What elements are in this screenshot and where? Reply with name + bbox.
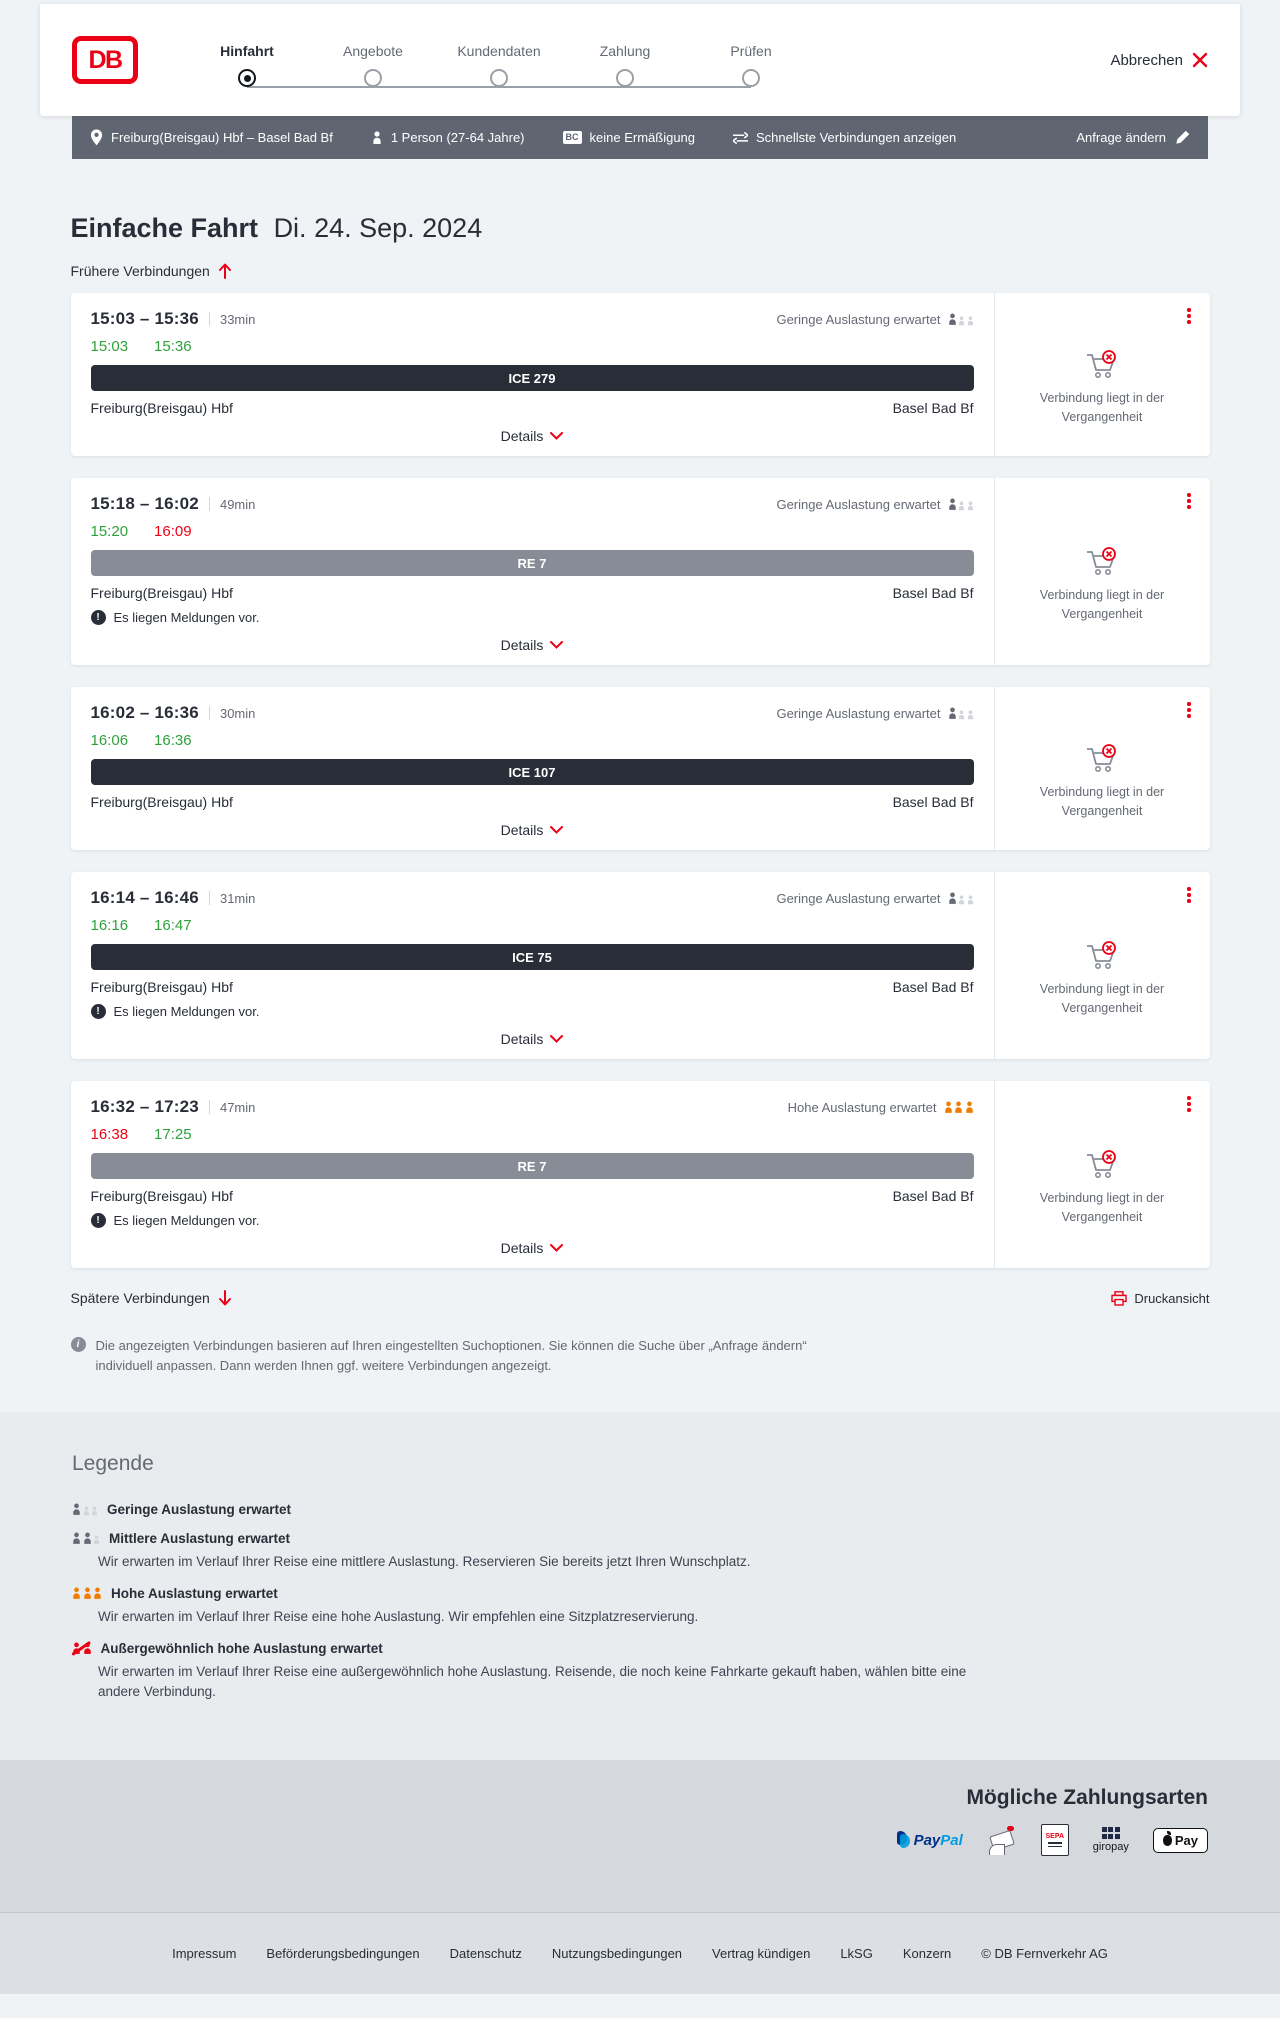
departure-station: Freiburg(Breisgau) Hbf: [90, 1188, 233, 1204]
past-connection-note: [995, 1149, 1210, 1225]
sliders-icon: [733, 132, 748, 144]
overflow-menu-button[interactable]: [1184, 699, 1194, 721]
occupancy: [776, 312, 973, 327]
messages-text: Es liegen Meldungen vor.: [113, 1004, 260, 1019]
occupancy-label: Geringe Auslastung erwartet: [776, 497, 941, 512]
step-label: Hinfahrt: [220, 43, 274, 59]
edit-request-button[interactable]: [1076, 130, 1190, 145]
print-view-label: Druckansicht: [1134, 1290, 1210, 1306]
connection-card-4: [71, 872, 1210, 1059]
actual-arrival: 16:09: [154, 523, 192, 540]
occupancy-high-icon: [944, 1101, 974, 1114]
details-label: Details: [500, 428, 544, 444]
edit-request-label: Anfrage ändern: [1076, 130, 1166, 145]
planned-times: 16:14 – 16:46: [90, 888, 199, 907]
chevron-down-icon: [550, 1244, 563, 1252]
cart-unavailable-icon: [1085, 743, 1119, 775]
paypal-logo: PayPal: [897, 1831, 963, 1849]
print-view-button[interactable]: [1111, 1291, 1209, 1306]
fastest-connections-toggle[interactable]: [733, 130, 956, 145]
trip-type-title: Einfache Fahrt: [70, 213, 259, 243]
details-toggle[interactable]: [501, 428, 564, 444]
actual-departure: 15:03: [90, 338, 129, 355]
search-info-text: Die angezeigten Verbindungen basieren auf Ihren eingestellten Suchoptionen. Sie können die Suche über „Anfrage ändern“ individuell anpassen. Dann werden Ihnen ggf. weitere Verbindungen angezeigt.: [95, 1338, 807, 1373]
occupancy-label: Hohe Auslastung erwartet: [787, 1100, 937, 1115]
earlier-connections-link[interactable]: [71, 263, 232, 279]
divider: [209, 706, 210, 720]
past-note-text: Verbindung liegt in der Vergangenheit: [1039, 391, 1165, 424]
legend-section: [0, 1412, 1280, 1760]
details-label: Details: [500, 1031, 544, 1047]
arrival-station: Basel Bad Bf: [892, 1188, 974, 1204]
legend-item-exceptional: [72, 1641, 1208, 1702]
train-number: ICE 75: [512, 949, 552, 965]
chevron-down-icon: [550, 1035, 563, 1043]
departure-station: Freiburg(Breisgau) Hbf: [90, 979, 233, 995]
departure-station: Freiburg(Breisgau) Hbf: [90, 585, 233, 601]
cancel-button[interactable]: [1110, 52, 1208, 69]
occupancy: [788, 1100, 974, 1115]
passenger-text: 1 Person (27-64 Jahre): [390, 130, 525, 145]
discount-text: keine Ermäßigung: [589, 130, 696, 145]
departure-station: Freiburg(Breisgau) Hbf: [90, 400, 233, 416]
warning-icon: !: [91, 1004, 106, 1019]
apple-icon: [1163, 1835, 1172, 1846]
footer-link-nutzungsbedingungen[interactable]: Nutzungsbedingungen: [551, 1946, 683, 1961]
warning-icon: !: [91, 1213, 106, 1228]
person-icon: [371, 131, 383, 145]
train-segment-bar: [91, 944, 974, 970]
printer-icon: [1111, 1291, 1127, 1306]
booking-side-panel: [994, 687, 1210, 850]
info-icon: i: [71, 1337, 86, 1352]
divider: [209, 497, 210, 511]
occupancy-label: Geringe Auslastung erwartet: [776, 891, 941, 906]
divider: [209, 1100, 210, 1114]
later-connections-label: Spätere Verbindungen: [70, 1290, 210, 1306]
bahncard-icon: BC: [563, 131, 582, 144]
checkout-steps: [184, 33, 814, 87]
later-connections-link[interactable]: [71, 1290, 232, 1306]
passenger-summary: [371, 130, 525, 145]
divider: [209, 312, 210, 326]
query-summary-bar: [72, 116, 1208, 159]
connection-card-1: [71, 293, 1210, 456]
occupancy-exceptional-icon: [72, 1642, 92, 1655]
location-pin-icon: [90, 129, 103, 146]
connection-card-5: [71, 1081, 1210, 1268]
actual-departure: 16:16: [90, 917, 129, 934]
arrow-up-icon: [218, 263, 232, 279]
page-title: [71, 211, 1210, 245]
giropay-icon: [1102, 1827, 1120, 1839]
messages-row: [91, 1004, 974, 1019]
actual-arrival: 16:47: [154, 917, 192, 934]
connection-card-2: [71, 478, 1210, 665]
duration: 49min: [219, 497, 256, 512]
connection-card-3: [71, 687, 1210, 850]
warning-icon: !: [91, 610, 106, 625]
messages-text: Es liegen Meldungen vor.: [113, 1213, 260, 1228]
booking-side-panel: [994, 872, 1210, 1059]
occupancy-label: Geringe Auslastung erwartet: [776, 312, 941, 327]
departure-station: Freiburg(Breisgau) Hbf: [90, 794, 233, 810]
footer-link-konzern[interactable]: Konzern: [902, 1946, 952, 1961]
arrival-station: Basel Bad Bf: [892, 979, 974, 995]
step-label: Prüfen: [730, 43, 772, 59]
discount-summary: [563, 130, 696, 145]
details-toggle[interactable]: [501, 1240, 564, 1256]
db-logo-text: DB: [88, 45, 122, 74]
step-label: Angebote: [343, 43, 403, 59]
past-connection-note: [995, 546, 1210, 622]
legend-item-low: [72, 1502, 1208, 1517]
planned-times: 16:02 – 16:36: [90, 703, 199, 722]
cart-unavailable-icon: [1085, 349, 1119, 381]
train-number: ICE 107: [508, 764, 556, 780]
giropay-logo: giropay: [1093, 1827, 1129, 1853]
legend-item-label: Hohe Auslastung erwartet: [111, 1586, 278, 1601]
legend-item-label: Geringe Auslastung erwartet: [107, 1502, 292, 1517]
footer-link-vertrag-kuendigen[interactable]: Vertrag kündigen: [712, 1946, 811, 1961]
occupancy-low-icon: [948, 313, 974, 326]
occupancy-low-icon: [948, 707, 974, 720]
train-segment-bar: [91, 550, 974, 576]
search-info-note: [71, 1336, 831, 1376]
legend-item-desc: Wir erwarten im Verlauf Ihrer Reise eine hohe Auslastung. Wir empfehlen eine Sitzplatzreservierung.: [98, 1609, 699, 1624]
earlier-connections-label: Frühere Verbindungen: [70, 263, 210, 279]
train-segment-bar: [91, 1153, 974, 1179]
step-dot: [616, 69, 634, 87]
past-note-text: Verbindung liegt in der Vergangenheit: [1039, 982, 1165, 1015]
arrival-station: Basel Bad Bf: [892, 400, 974, 416]
details-label: Details: [500, 637, 544, 653]
details-toggle[interactable]: [501, 1031, 564, 1047]
chevron-down-icon: [550, 826, 563, 834]
legend-item-desc: Wir erwarten im Verlauf Ihrer Reise eine mittlere Auslastung. Reservieren Sie bereits jetzt Ihren Wunschplatz.: [98, 1554, 751, 1569]
past-note-text: Verbindung liegt in der Vergangenheit: [1039, 1191, 1165, 1224]
chevron-down-icon: [550, 432, 563, 440]
occupancy-low-icon: [72, 1503, 98, 1516]
actual-arrival: 17:25: [154, 1126, 192, 1143]
train-number: RE 7: [517, 1158, 547, 1174]
legend-item-medium: [72, 1531, 1208, 1572]
step-label: Kundendaten: [457, 43, 541, 59]
close-icon: [1192, 52, 1208, 68]
train-segment-bar: [91, 759, 974, 785]
pencil-icon: [1175, 130, 1190, 145]
payments-section: [0, 1760, 1280, 1912]
step-kundendaten[interactable]: [436, 43, 562, 87]
payment-methods-row: [72, 1824, 1208, 1856]
occupancy: [776, 891, 973, 906]
past-note-text: Verbindung liegt in der Vergangenheit: [1039, 785, 1165, 818]
details-label: Details: [500, 1240, 544, 1256]
booking-side-panel: [994, 478, 1210, 665]
cart-unavailable-icon: [1085, 546, 1119, 578]
past-connection-note: [995, 940, 1210, 1016]
occupancy: [776, 706, 973, 721]
overflow-menu-button[interactable]: [1184, 884, 1194, 906]
step-dot: [742, 69, 760, 87]
divider: [209, 891, 210, 905]
details-label: Details: [500, 822, 544, 838]
occupancy-medium-icon: [72, 1532, 100, 1545]
payments-title: Mögliche Zahlungsarten: [966, 1786, 1208, 1809]
occupancy-low-icon: [948, 892, 974, 905]
sepa-direct-debit-icon: SEPA: [1041, 1824, 1069, 1856]
train-number: ICE 279: [508, 370, 556, 386]
legend-title: Legende: [72, 1452, 154, 1475]
step-dot-active: [238, 69, 256, 87]
details-toggle[interactable]: [501, 822, 564, 838]
planned-times: 15:18 – 16:02: [90, 494, 199, 513]
footer-link-befoerderungsbedingungen[interactable]: Beförderungsbedingungen: [266, 1946, 420, 1961]
train-segment-bar: [91, 365, 974, 391]
occupancy: [776, 497, 973, 512]
footer-copyright: © DB Fernverkehr AG: [981, 1946, 1108, 1961]
booking-side-panel: [994, 1081, 1210, 1268]
trip-date: Di. 24. Sep. 2024: [273, 213, 483, 243]
past-note-text: Verbindung liegt in der Vergangenheit: [1039, 588, 1165, 621]
top-navigation-bar: [40, 4, 1240, 116]
step-dot: [490, 69, 508, 87]
actual-departure: 16:38: [90, 1126, 129, 1143]
footer-link-impressum[interactable]: Impressum: [172, 1946, 237, 1961]
duration: 33min: [219, 312, 256, 327]
legend-item-label: Außergewöhnlich hohe Auslastung erwartet: [100, 1641, 383, 1656]
results-main: [71, 211, 1210, 1376]
actual-departure: 16:06: [90, 732, 129, 749]
overflow-menu-button[interactable]: [1184, 490, 1194, 512]
planned-times: 15:03 – 15:36: [90, 309, 199, 328]
messages-text: Es liegen Meldungen vor.: [113, 610, 260, 625]
arrival-station: Basel Bad Bf: [892, 585, 974, 601]
occupancy-high-icon: [72, 1587, 102, 1600]
footer-link-datenschutz[interactable]: Datenschutz: [449, 1946, 522, 1961]
messages-row: [91, 610, 974, 625]
duration: 30min: [219, 706, 256, 721]
legend-item-label: Mittlere Auslastung erwartet: [109, 1531, 291, 1546]
arrow-down-icon: [218, 1290, 232, 1306]
occupancy-label: Geringe Auslastung erwartet: [776, 706, 941, 721]
cart-unavailable-icon: [1085, 1149, 1119, 1181]
occupancy-low-icon: [948, 498, 974, 511]
actual-departure: 15:20: [90, 523, 129, 540]
past-connection-note: [995, 743, 1210, 819]
db-logo: [72, 36, 138, 84]
actual-arrival: 16:36: [154, 732, 192, 749]
actual-arrival: 15:36: [154, 338, 192, 355]
step-dot: [364, 69, 382, 87]
overflow-menu-button[interactable]: [1184, 305, 1194, 327]
cancel-label: Abbrechen: [1110, 51, 1183, 69]
step-zahlung[interactable]: [562, 43, 688, 87]
overflow-menu-button[interactable]: [1184, 1093, 1194, 1115]
duration: 31min: [219, 891, 256, 906]
train-number: RE 7: [517, 555, 547, 571]
footer-link-lksg[interactable]: LkSG: [840, 1946, 873, 1961]
route-text: Freiburg(Breisgau) Hbf – Basel Bad Bf: [111, 130, 333, 145]
apple-pay-badge: Pay: [1153, 1828, 1208, 1853]
paypal-icon: [897, 1831, 911, 1849]
arrival-station: Basel Bad Bf: [892, 794, 974, 810]
step-label: Zahlung: [599, 43, 651, 59]
route-summary: [90, 129, 333, 146]
cart-unavailable-icon: [1085, 940, 1119, 972]
chevron-down-icon: [550, 641, 563, 649]
step-pruefen[interactable]: [688, 43, 814, 87]
connection-list: [71, 293, 1210, 1268]
duration: 47min: [219, 1100, 256, 1115]
messages-row: [91, 1213, 974, 1228]
booking-side-panel: [994, 293, 1210, 456]
details-toggle[interactable]: [501, 637, 564, 653]
step-hinfahrt[interactable]: [184, 43, 310, 87]
past-connection-note: [995, 349, 1210, 425]
footer: [0, 1912, 1280, 1994]
card-in-hand-icon: [987, 1825, 1017, 1855]
fastest-label: Schnellste Verbindungen anzeigen: [756, 130, 957, 145]
legend-item-high: [72, 1586, 1208, 1627]
legend-item-desc: Wir erwarten im Verlauf Ihrer Reise eine außergewöhnlich hohe Auslastung. Reisende, die noch keine Fahrkarte gekauft haben, wählen bitte eine andere Verbindung.: [98, 1664, 967, 1699]
step-angebote[interactable]: [310, 43, 436, 87]
planned-times: 16:32 – 17:23: [90, 1097, 199, 1116]
